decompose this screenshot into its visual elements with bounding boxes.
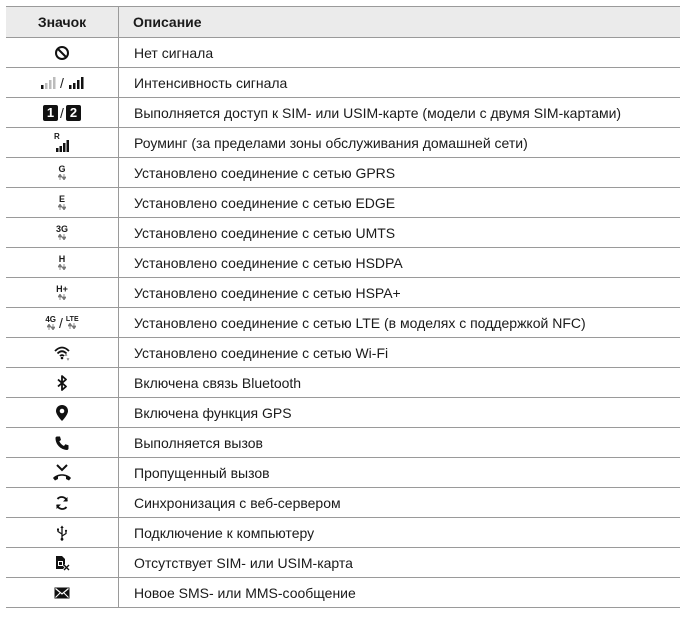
table-row (6, 248, 680, 278)
table-row (6, 218, 680, 248)
wifi-icon (6, 338, 119, 367)
table-row (6, 128, 680, 158)
no-sim-icon (6, 548, 119, 577)
table-row (6, 398, 680, 428)
lte-icon (6, 308, 119, 337)
row-description: Роуминг (за пределами зоны обслуживания домашней сети) (134, 134, 528, 151)
network-label: E (58, 194, 65, 204)
network-label: H (58, 254, 66, 264)
umts-icon (6, 218, 119, 247)
row-description: Установлено соединение с сетью Wi-Fi (134, 344, 389, 361)
row-description: Выполняется доступ к SIM- или USIM-карте (модели с двумя SIM-картами) (134, 104, 622, 121)
lte-label: LTE (65, 316, 79, 323)
table-row (6, 458, 680, 488)
row-description: Включена связь Bluetooth (134, 374, 302, 391)
missed-call-icon (6, 458, 119, 487)
network-label: G (58, 164, 66, 174)
row-description: Пропущенный вызов (134, 464, 270, 481)
separator: / (60, 104, 64, 121)
row-description: Включена функция GPS (134, 404, 292, 421)
table-row (6, 38, 680, 68)
table-row (6, 518, 680, 548)
row-description: Новое SMS- или MMS-сообщение (134, 584, 356, 601)
table-header-row (6, 7, 680, 38)
table-row (6, 578, 680, 608)
hspa-plus-icon (6, 278, 119, 307)
network-label: 3G (55, 224, 68, 234)
message-icon (6, 578, 119, 607)
signal-strength-icon (6, 68, 119, 97)
status-icons-table (6, 6, 680, 608)
header-description-column: Описание (133, 14, 202, 30)
row-description: Установлено соединение с сетью UMTS (134, 224, 396, 241)
sim-1-icon: 1 (43, 105, 58, 121)
header-icon-column: Значок (6, 7, 119, 37)
table-row (6, 68, 680, 98)
sync-icon (6, 488, 119, 517)
sim-2-icon: 2 (66, 105, 81, 121)
row-description: Синхронизация с веб-сервером (134, 494, 341, 511)
row-description: Отсутствует SIM- или USIM-карта (134, 554, 353, 571)
separator: / (59, 314, 63, 331)
bluetooth-icon (6, 368, 119, 397)
roaming-icon (6, 128, 119, 157)
usb-icon (6, 518, 119, 547)
row-description: Подключение к компьютеру (134, 524, 315, 541)
row-description: Установлено соединение с сетью GPRS (134, 164, 396, 181)
row-description: Установлено соединение с сетью LTE (в моделях с поддержкой NFC) (134, 314, 586, 331)
sim-slot-icon (6, 98, 119, 127)
row-description: Нет сигнала (134, 44, 214, 61)
hsdpa-icon (6, 248, 119, 277)
table-row (6, 338, 680, 368)
row-description: Установлено соединение с сетью HSPA+ (134, 284, 401, 301)
gprs-icon (6, 158, 119, 187)
edge-icon (6, 188, 119, 217)
row-description: Установлено соединение с сетью EDGE (134, 194, 396, 211)
table-row (6, 188, 680, 218)
roaming-label: R (54, 131, 60, 141)
table-row (6, 158, 680, 188)
gps-icon (6, 398, 119, 427)
call-icon (6, 428, 119, 457)
row-description: Интенсивность сигнала (134, 74, 288, 91)
table-row (6, 278, 680, 308)
4g-label: 4G (45, 314, 57, 324)
row-description: Установлено соединение с сетью HSDPA (134, 254, 403, 271)
no-signal-icon (6, 38, 119, 67)
separator: / (60, 74, 64, 91)
table-row (6, 428, 680, 458)
network-label: H+ (56, 284, 68, 294)
table-row (6, 98, 680, 128)
table-row (6, 368, 680, 398)
row-description: Выполняется вызов (134, 434, 263, 451)
table-row (6, 548, 680, 578)
table-row (6, 488, 680, 518)
table-row (6, 308, 680, 338)
